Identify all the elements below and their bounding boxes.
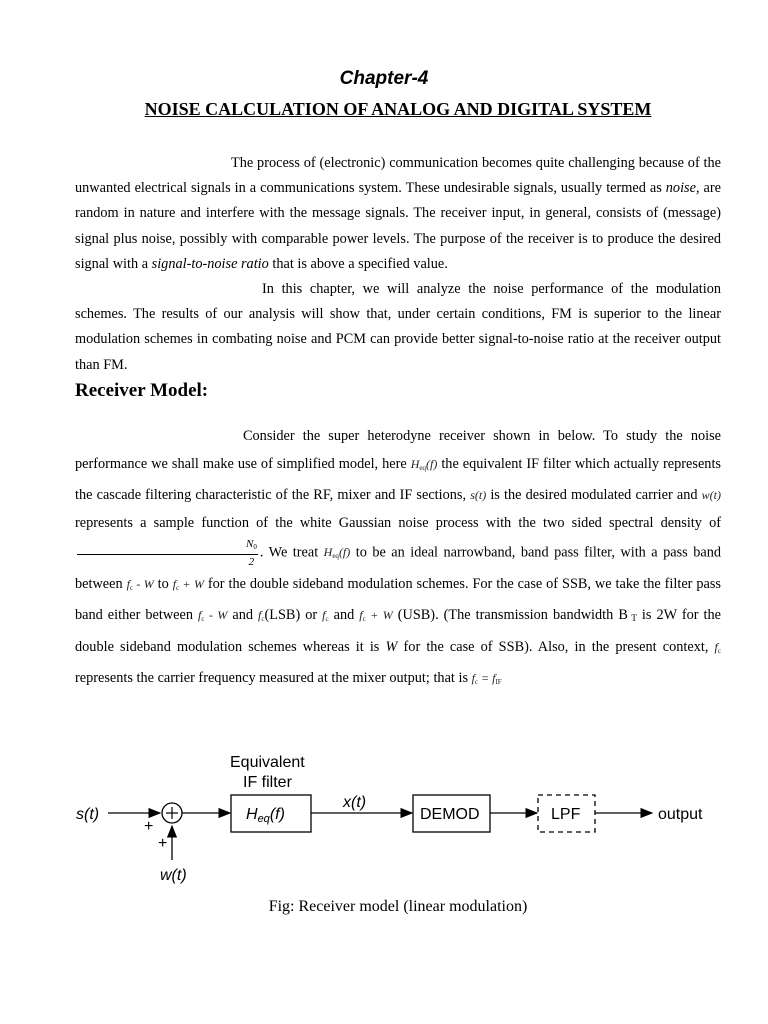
math-wt: w(t) <box>701 488 721 502</box>
filter-title-line1: Equivalent <box>230 754 305 771</box>
term-w: W <box>385 638 398 655</box>
math-fc: $f_c$ <box>322 608 329 624</box>
demod-label: DEMOD <box>420 806 480 823</box>
text-run: for the case of SSB). Also, in the present context, <box>397 638 715 655</box>
math-st: s(t) <box>470 488 487 502</box>
text-run: to be an ideal narrowband, band pass filter, with a pass band between <box>75 544 721 592</box>
figure-caption: Fig: Receiver model (linear modulation) <box>268 898 528 915</box>
math-fc-eq-fif: $f_c = f_{IF}$ <box>471 671 502 687</box>
text-run: is 2W for the double sideband modulation schemes whereas it is <box>75 607 721 655</box>
noise-label: w(t) <box>160 867 187 884</box>
chapter-title: NOISE CALCULATION OF ANALOG AND DIGITAL SYSTEM <box>144 99 652 119</box>
text-run: represents a sample function of the white Gaussian noise process with the two sided spectral density of <box>75 514 721 531</box>
paragraph-analysis: In this chapter, we will analyze the noise performance of the modulation schemes. The results of our analysis will show that, under certain conditions, FM is superior to the linear modulation schemes in combating noise and PCM can provide better signal-to-noise ratio at the receiver output than FM. <box>75 281 721 373</box>
plus-label: + <box>144 818 154 835</box>
text-run: (LSB) or <box>264 607 323 624</box>
paragraph-intro <box>75 151 721 277</box>
term-snr: signal-to-noise ratio <box>151 255 269 272</box>
section-heading: Receiver Model: <box>75 380 209 401</box>
term-noise: noise <box>665 180 696 197</box>
math-n0-over-2: $\frac{N_0}{2}$ <box>77 537 258 569</box>
receiver-block-diagram <box>60 740 720 890</box>
input-label: s(t) <box>76 806 100 823</box>
output-label: output <box>658 806 703 823</box>
text-run: represents the carrier frequency measured at the mixer output; that is <box>75 670 472 687</box>
text-run: is the desired modulated carrier and <box>486 487 702 503</box>
text-run: for the double sideband modulation schemes. For the case of SSB, we take the filter pass band either between <box>75 575 721 624</box>
intro-section <box>75 151 721 378</box>
text-run: The process of (electronic) communication becomes quite challenging because of the unwanted electrical signals in a communications system. These undesirable signals, usually termed as <box>75 155 721 197</box>
text-run: , are random in nature and interfere with the message signals. The receiver input, in general, consists of (message) signal plus noise, possibly with comparable power levels. The purpose of the receiver is to produce the desired signal with a <box>75 180 721 272</box>
text-run: (USB). (The transmission bandwidth B <box>392 607 628 624</box>
math-fc-plus-w: $f_c + W$ <box>172 576 204 592</box>
plus-label: + <box>158 835 168 852</box>
lpf-label: LPF <box>551 806 581 823</box>
math-heq: $H_{eq}(f)$ <box>323 545 351 561</box>
math-fc-minus-w: $f_c$ - W <box>126 576 154 592</box>
math-fc: $f_c$ <box>258 608 265 624</box>
chapter-label: Chapter-4 <box>339 68 429 89</box>
math-fc: $f_c$ <box>714 639 721 655</box>
text-run: Consider the super heterodyne receiver shown in below. To study the noise performance we shall make use of simplified model, here <box>75 428 721 472</box>
receiver-section <box>75 423 721 697</box>
math-fc-plus-w: $f_c + W$ <box>359 608 393 624</box>
math-heq: $H_{eq}(f)$ <box>410 456 438 472</box>
text-run: and <box>227 607 259 624</box>
text-run: to <box>153 575 173 592</box>
text-run: . We treat <box>259 544 324 561</box>
math-fc-minus-w: $f_c$ - W <box>198 608 228 624</box>
subscript-t: T <box>627 613 637 624</box>
filter-label: Heq(f) <box>246 806 285 825</box>
text-run: that is above a specified value. <box>268 255 448 272</box>
xt-label: x(t) <box>343 794 367 811</box>
filter-title-line2: IF filter <box>243 774 292 791</box>
paragraph-receiver: Consider the super heterodyne receiver shown in below. To study the noise performance we shall make use of simplified model, here $H_{eq}(f)$ the equivalent IF filter which actually represents the cascade filtering characteristic of the RF, mixer and IF sections, s(t) is the desired modulated carrier and w(t) represents a sample function of the white Gaussian noise process with the two sided spectral density of $\frac{N_0}{2}$ . We treat $H_{eq}(f)$ to be an ideal narrowband, band pass filter, with a pass band between $f_c$ - W to $f_c + W$ for the double sideband modulation schemes. For the case of SSB, we take the filter pass band either between $f_c$ - W and $f_c(LSB)$ or $f_c$ and $f_c + W$ (USB). (The transmission bandwidth B $_T$ is 2W for the double sideband modulation schemes whereas it is W for the case of SSB). Also, in the present context, $f_c$ represents the carrier frequency measured at the mixer output; that is $f_c = f_{IF}$ <box>75 428 721 687</box>
text-run: the equivalent IF filter which actually represents the cascade filtering characteristic of the RF, mixer and IF sections, <box>75 455 721 503</box>
